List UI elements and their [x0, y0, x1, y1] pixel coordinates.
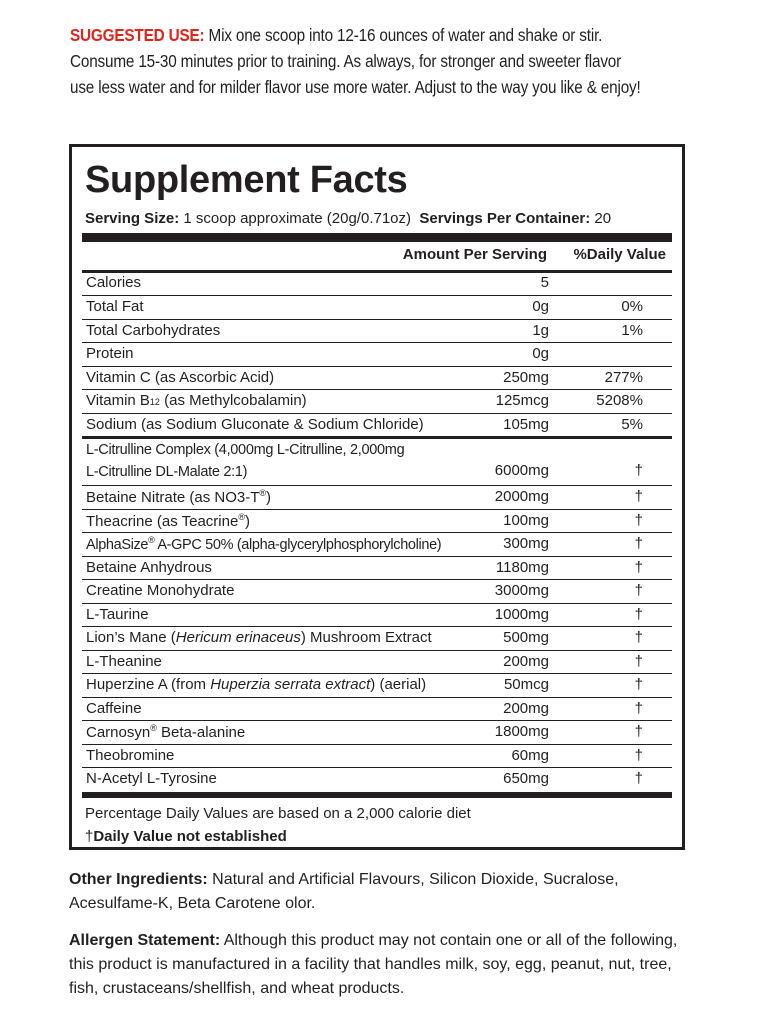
nutrient-dv: 5208% [596, 392, 643, 409]
ingredient-dv: † [634, 512, 643, 529]
dagger-symbol: † [85, 828, 94, 845]
nutrient-row [82, 389, 672, 413]
ingredient-row [82, 556, 672, 580]
footnote-daily-values: Percentage Daily Values are based on a 2,000 calorie diet [85, 805, 471, 822]
ingredient-dv: † [634, 629, 643, 646]
nutrient-amount: 105mg [503, 416, 549, 433]
ingredient-amount: 6000mg [494, 462, 549, 479]
registered-mark: ® [148, 535, 155, 545]
suggested-use-text-3: use less water and for milder flavor use more water. Adjust to the way you like & enjoy! [70, 77, 641, 97]
nutrient-row [82, 413, 672, 437]
allergen-statement [69, 929, 699, 1001]
nutrient-dv: 5% [621, 416, 643, 433]
registered-mark: ® [238, 512, 245, 522]
ingredient-dv: † [634, 676, 643, 693]
nutrient-name: Total Carbohydrates [86, 322, 221, 339]
ingredient-dv: † [634, 653, 643, 670]
nutrient-row [82, 366, 672, 390]
ingredient-row [82, 767, 672, 791]
ingredient-name-part: A-GPC 50% (alpha-glycerylphosphorylcholine) [154, 537, 442, 553]
ingredient-amount: 1180mg [495, 559, 549, 576]
ingredient-name [86, 488, 271, 506]
ingredient-name-part: ) (aerial) [370, 676, 427, 693]
ingredient-name-part: Huperzine A (from [86, 676, 211, 693]
ingredient-amount: 300mg [503, 535, 549, 552]
ingredient-amount: 3000mg [494, 582, 549, 599]
ingredient-row [82, 650, 672, 674]
ingredient-dv: † [634, 559, 643, 576]
ingredient-name [86, 676, 426, 693]
ingredient-dv: † [634, 606, 643, 623]
nutrient-name: Sodium (as Sodium Gluconate & Sodium Chloride) [86, 416, 424, 433]
ingredient-name-part: Betaine Nitrate (as NO3-T [86, 489, 260, 506]
ingredient-name [86, 629, 432, 646]
registered-mark: ® [259, 488, 267, 498]
other-ingredients-text: Natural and Artificial Flavours, Silicon Dioxide, Sucralose, Acesulfame-K, Beta Carotene olor. [69, 871, 619, 912]
nutrient-amount: 5 [540, 274, 549, 291]
ingredient-name [86, 535, 441, 553]
ingredient-name: Betaine Anhydrous [86, 559, 212, 576]
ingredient-row [82, 438, 672, 484]
ingredient-amount: 650mg [503, 770, 549, 787]
ingredient-name-part: ) [244, 513, 250, 530]
ingredient-dv: † [634, 582, 643, 599]
ingredient-amount: 100mg [503, 512, 549, 529]
ingredient-name [86, 512, 250, 530]
supplement-facts-panel [69, 144, 685, 850]
ingredient-amount: 50mcg [503, 676, 549, 693]
allergen-statement-text: Although this product may not contain one or all of the following, this product is manufactured in a facility that handles milk, soy, egg, peanut, nut, tree, fish, crustaceans/shellfish, and wheat products. [69, 932, 678, 997]
ingredient-name: Creatine Monohydrate [86, 582, 235, 599]
nutrient-name: Protein [86, 345, 134, 362]
serving-size-value: 1 scoop approximate (20g/0.71oz) [179, 210, 412, 227]
panel-title: Supplement Facts [85, 159, 408, 201]
nutrient-name [86, 392, 307, 409]
ingredient-amount: 2000mg [494, 488, 549, 505]
thick-divider [82, 233, 672, 242]
ingredient-amount: 60mg [511, 747, 549, 764]
registered-mark: ® [150, 723, 157, 733]
ingredient-row [82, 509, 672, 533]
ingredient-name-part: Lion’s Mane ( [86, 629, 176, 646]
ingredient-name [86, 723, 245, 741]
ingredient-row [82, 626, 672, 650]
ingredient-row [82, 579, 672, 603]
ingredient-amount: 200mg [503, 700, 549, 717]
ingredient-dv: † [634, 700, 643, 717]
ingredient-dv: † [634, 462, 643, 479]
nutrient-amount: 125mcg [495, 392, 549, 409]
ingredient-name-part: ) Mushroom Extract [300, 629, 432, 646]
suggested-use [70, 22, 739, 100]
ingredient-name-part: AlphaSize [86, 537, 149, 553]
nutrient-amount: 0g [532, 345, 549, 362]
servings-label: Servings Per Container: [419, 210, 591, 227]
footnote-text: Daily Value not established [93, 828, 287, 845]
ingredient-name: Theobromine [86, 747, 175, 764]
other-ingredients [69, 868, 699, 916]
ingredient-name-part: Beta-alanine [156, 724, 246, 741]
nutrient-dv: 1% [621, 322, 643, 339]
nutrient-name: Vitamin C (as Ascorbic Acid) [86, 369, 275, 386]
ingredient-dv: † [634, 535, 643, 552]
nutrient-row [82, 295, 672, 319]
nutrient-row [82, 319, 672, 343]
nutrient-row [82, 272, 672, 295]
footnote-daily-value-not-established [85, 828, 287, 845]
serving-size-label: Serving Size: [85, 210, 180, 227]
ingredient-name: Caffeine [86, 700, 142, 717]
ingredient-row [82, 532, 672, 556]
nutrient-row [82, 342, 672, 366]
ingredient-dv: † [634, 723, 643, 740]
ingredient-amount: 1800mg [494, 723, 549, 740]
nutrient-name-part: Vitamin B [86, 392, 150, 409]
column-header [82, 242, 672, 266]
daily-value-header: %Daily Value [573, 246, 666, 263]
ingredient-amount: 500mg [503, 629, 549, 646]
ingredient-row [82, 697, 672, 721]
ingredient-row [82, 603, 672, 627]
nutrient-amount: 0g [532, 298, 549, 315]
ingredient-dv: † [634, 488, 643, 505]
ingredient-name-line: L-Citrulline Complex (4,000mg L-Citrulline, 2,000mg [86, 442, 405, 458]
ingredient-name-part: ) [266, 489, 272, 506]
nutrient-name: Calories [86, 274, 142, 291]
amount-header: Amount Per Serving [402, 246, 547, 263]
ingredient-row [82, 720, 672, 744]
ingredient-name-part: Theacrine (as Teacrine [86, 513, 239, 530]
ingredient-name: L-Theanine [86, 653, 162, 670]
ingredient-name [86, 439, 404, 483]
ingredient-name: L-Taurine [86, 606, 149, 623]
ingredient-amount: 200mg [503, 653, 549, 670]
nutrient-name: Total Fat [86, 298, 144, 315]
suggested-use-text-1: Mix one scoop into 12-16 ounces of water and shake or stir. [204, 25, 603, 45]
ingredient-name-line: L-Citrulline DL-Malate 2:1) [86, 464, 248, 480]
nutrient-amount: 250mg [503, 369, 549, 386]
nutrient-dv: 0% [621, 298, 643, 315]
ingredient-dv: † [634, 770, 643, 787]
nutrient-name-subscript: 12 [149, 397, 160, 407]
ingredient-dv: † [634, 747, 643, 764]
suggested-use-label: SUGGESTED USE: [70, 25, 205, 45]
ingredient-latin-name: Huperzia serrata extract [210, 676, 371, 693]
bottom-thick-divider [82, 792, 672, 798]
ingredient-row [82, 673, 672, 697]
nutrient-amount: 1g [532, 322, 549, 339]
nutrient-name-part: (as Methylcobalamin) [159, 392, 307, 409]
ingredient-latin-name: Hericum erinaceus [175, 629, 301, 646]
servings-value: 20 [590, 210, 612, 227]
ingredient-row [82, 485, 672, 509]
serving-info [85, 210, 611, 227]
other-ingredients-label: Other Ingredients: [69, 871, 208, 888]
ingredient-amount: 1000mg [494, 606, 549, 623]
nutrient-dv: 277% [604, 369, 643, 386]
allergen-statement-label: Allergen Statement: [69, 932, 221, 949]
ingredient-name-part: Carnosyn [86, 724, 151, 741]
suggested-use-text-2: Consume 15-30 minutes prior to training. As always, for stronger and sweeter flavor [70, 51, 622, 71]
ingredient-row [82, 744, 672, 768]
ingredient-name: N-Acetyl L-Tyrosine [86, 770, 217, 787]
